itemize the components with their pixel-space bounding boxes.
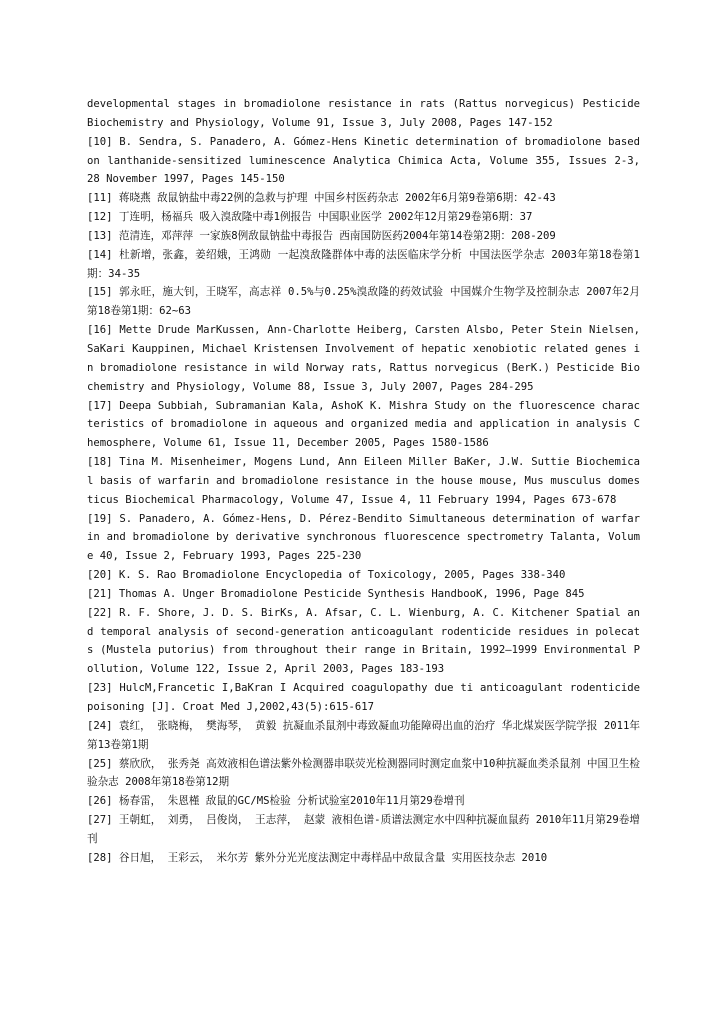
reference-entry-27: [27] 王朝虹， 刘勇， 吕俊岗， 王志萍， 赵蒙 液相色谱-质谱法测定水中四种抗凝血鼠药 2010年11月第29卷增刊 [87,814,640,845]
reference-entry-11: [11] 蒋晓燕 敌鼠钠盐中毒22例的急救与护理 中国乡村医药杂志 2002年6月第9卷第6期：42-43 [87,192,556,205]
reference-entry-14: [14] 杜新增，张鑫，姜绍娥，王鸿勋 一起溴敌隆群体中毒的法医临床学分析 中国法医学杂志 2003年第18卷第1期：34-35 [87,248,640,280]
reference-entry-18: [18] Tina M. Misenheimer, Mogens Lund, Ann Eileen Miller BaKer, J.W. Suttie Biochemical basis of warfarin and bromadiolone resistance in the house mouse, Mus musculus domesticus Biochemical Pharmacology, Volume 47, Issue 4, 11 February 1994, Pages 673-678 [87,456,640,506]
reference-entry-16: [16] Mette Drude MarKussen, Ann-Charlotte Heiberg, Carsten Alsbo, Peter Stein Nielsen, SaKari Kauppinen, Michael Kristensen Involvement of hepatic xenobiotic related genes in bromadiolone resistance in wild Norway rats, Rattus norvegicus (BerK.) Pesticide Biochemistry and Physiology, Volume 88, Issue 3, July 2007, Pages 284-295 [87,324,640,393]
reference-entry-25: [25] 蔡欣欣， 张秀尧 高效液相色谱法紫外检测器串联荧光检测器同时测定血浆中10种抗凝血类杀鼠剂 中国卫生检验杂志 2008年第18卷第12期 [87,757,640,789]
reference-entry-10: [10] B. Sendra, S. Panadero, A. Gómez-Hens Kinetic determination of bromadiolone based on lanthanide-sensitized luminescence Analytica Chimica Acta, Volume 355, Issues 2-3, 28 November 1997, Pages 145-150 [87,135,640,186]
reference-entry-17: [17] Deepa Subbiah, Subramanian Kala, AshoK K. Mishra Study on the fluorescence characteristics of bromadiolone in aqueous and organized media and application in analysis Chemosphere, Volume 61, Issue 11, December 2005, Pages 1580-1586 [87,399,640,450]
reference-entry-15: [15] 郭永旺，施大钊，王晓军，高志祥 0.5%与0.25%溴敌隆的药效试验 中国媒介生物学及控制杂志 2007年2月第18卷第1期：62~63 [87,286,640,318]
reference-entry-12: [12] 丁连明，杨福兵 吸入溴敌隆中毒1例报告 中国职业医学 2002年12月第29卷第6期：37 [87,211,533,224]
reference-entry-23: [23] HulcM,Francetic I,BaKran I Acquired coagulopathy due ti anticoagulant rodenticide poisoning [J]. Croat Med J,2002,43(5):615-617 [87,682,640,713]
reference-entry-22: [22] R. F. Shore, J. D. S. BirKs, A. Afsar, C. L. Wienburg, A. C. Kitchener Spatial and temporal analysis of second-generation anticoagulant rodenticide residues in polecats (Mustela putorius) from throughout their range in Britain, 1992–1999 Environmental Pollution, Volume 122, Issue 2, April 2003, Pages 183-193 [87,606,640,676]
reference-entry-24: [24] 袁红， 张晓梅， 樊海琴， 黄毅 抗凝血杀鼠剂中毒致凝血功能障碍出血的治疗 华北煤炭医学院学报 2011年第13卷第1期 [87,719,640,751]
reference-entry-9-continued: developmental stages in bromadiolone resistance in rats (Rattus norvegicus) Pesticide Biochemistry and Physiology, Volume 91, Issue 3, July 2008, Pages 147-152 [87,98,640,129]
reference-entry-13: [13] 范清连，邓萍萍 一家族8例敌鼠钠盐中毒报告 西南国防医药2004年第14卷第2期：208-209 [87,229,556,242]
reference-list [87,95,640,868]
reference-entry-19: [19] S. Panadero, A. Gómez-Hens, D. Pérez-Bendito Simultaneous determination of warfarin and bromadiolone by derivative synchronous fluorescence spectrometry Talanta, Volume 40, Issue 2, February 1993, Pages 225-230 [87,512,640,563]
reference-entry-21: [21] Thomas A. Unger Bromadiolone Pesticide Synthesis HandbooK, 1996, Page 845 [87,587,585,600]
reference-entry-20: [20] K. S. Rao Bromadiolone Encyclopedia of Toxicology, 2005, Pages 338-340 [87,569,566,582]
reference-entry-28: [28] 谷日旭， 王彩云， 米尔芳 紫外分光光度法测定中毒样品中敌鼠含量 实用医技杂志 2010 [87,851,548,864]
reference-entry-26: [26] 杨春雷， 朱恩槿 敌鼠的GC/MS检验 分析试验室2010年11月第29卷增刊 [87,795,465,808]
